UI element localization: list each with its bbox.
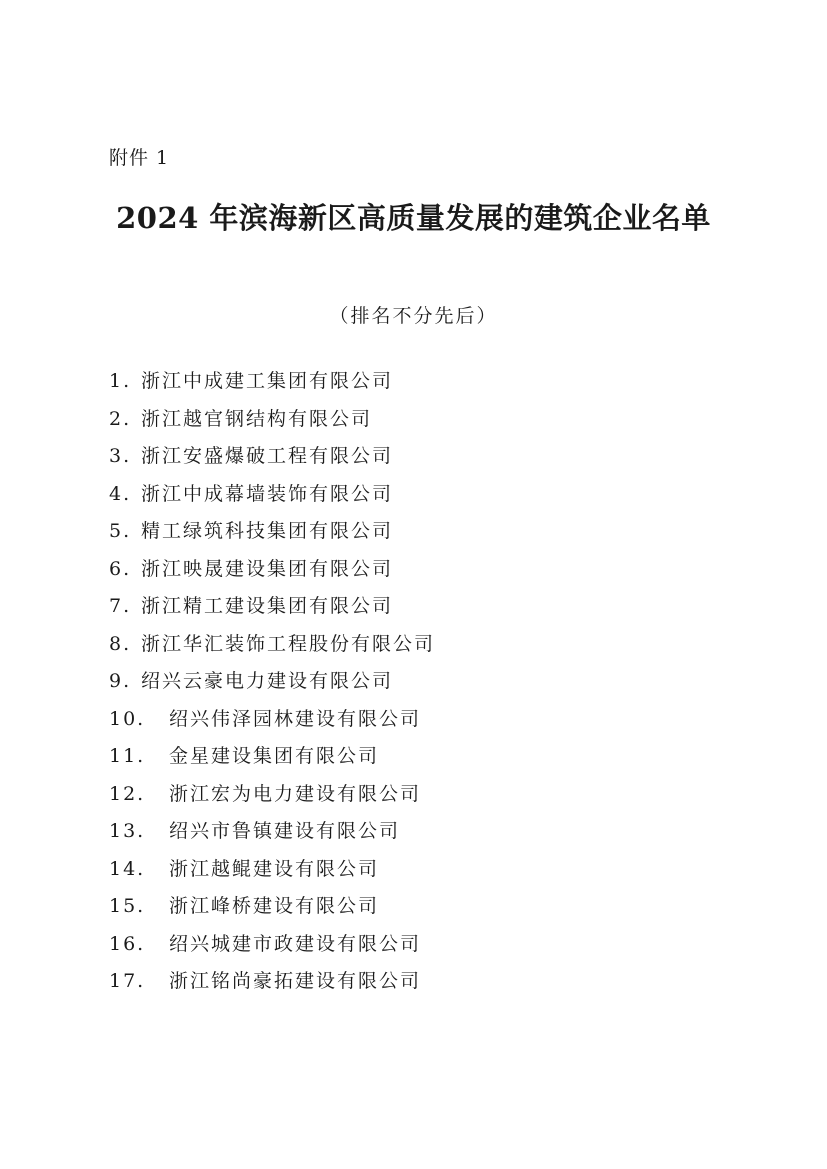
list-item (109, 779, 435, 817)
item-number: 12. (109, 782, 146, 805)
list-item (109, 441, 435, 479)
list-item (109, 666, 435, 704)
item-number: 3. (109, 445, 132, 467)
company-name: 浙江精工建设集团有限公司 (141, 595, 394, 617)
company-name: 浙江华汇装饰工程股份有限公司 (141, 632, 436, 655)
list-item (109, 404, 435, 442)
list-item (109, 741, 435, 779)
list-item (109, 516, 435, 554)
item-number: 14. (109, 857, 146, 880)
list-item (109, 891, 435, 929)
company-name: 绍兴城建市政建设有限公司 (169, 932, 422, 955)
list-item (109, 629, 435, 667)
company-name: 浙江映晟建设集团有限公司 (141, 557, 394, 580)
item-number: 6. (109, 557, 132, 580)
item-number: 2. (109, 407, 132, 430)
company-name: 浙江越鲲建设有限公司 (169, 857, 380, 880)
company-name: 浙江安盛爆破工程有限公司 (141, 445, 394, 467)
list-item (109, 816, 435, 854)
attachment-label: 附件 1 (109, 147, 170, 169)
company-name: 浙江峰桥建设有限公司 (169, 895, 380, 917)
company-name: 浙江中成幕墙装饰有限公司 (141, 482, 394, 505)
company-name: 浙江铭尚豪拓建设有限公司 (169, 970, 422, 992)
item-number: 1. (109, 370, 132, 392)
list-item (109, 366, 435, 404)
item-number: 9. (109, 670, 132, 692)
list-item (109, 854, 435, 892)
list-item (109, 966, 435, 1004)
company-name: 浙江中成建工集团有限公司 (141, 370, 394, 392)
company-list (109, 366, 435, 1004)
item-number: 17. (109, 970, 146, 992)
company-name: 金星建设集团有限公司 (169, 745, 380, 767)
item-number: 5. (109, 520, 132, 542)
item-number: 13. (109, 820, 146, 842)
item-number: 4. (109, 482, 132, 505)
document-subtitle: （排名不分先后） (329, 305, 498, 327)
company-name: 绍兴云豪电力建设有限公司 (141, 670, 394, 692)
list-item (109, 704, 435, 742)
list-item (109, 554, 435, 592)
item-number: 8. (109, 632, 132, 655)
list-item (109, 929, 435, 967)
item-number: 15. (109, 895, 146, 917)
company-name: 浙江越官钢结构有限公司 (141, 407, 373, 430)
company-name: 绍兴市鲁镇建设有限公司 (169, 820, 401, 842)
item-number: 16. (109, 932, 146, 955)
list-item (109, 479, 435, 517)
item-number: 11. (109, 745, 146, 767)
item-number: 7. (109, 595, 132, 617)
list-item (109, 591, 435, 629)
company-name: 浙江宏为电力建设有限公司 (169, 782, 422, 805)
company-name: 精工绿筑科技集团有限公司 (141, 520, 394, 542)
document-title: 2024 年滨海新区高质量发展的建筑企业名单 (116, 201, 711, 235)
company-name: 绍兴伟泽园林建设有限公司 (169, 707, 422, 730)
item-number: 10. (109, 707, 146, 730)
